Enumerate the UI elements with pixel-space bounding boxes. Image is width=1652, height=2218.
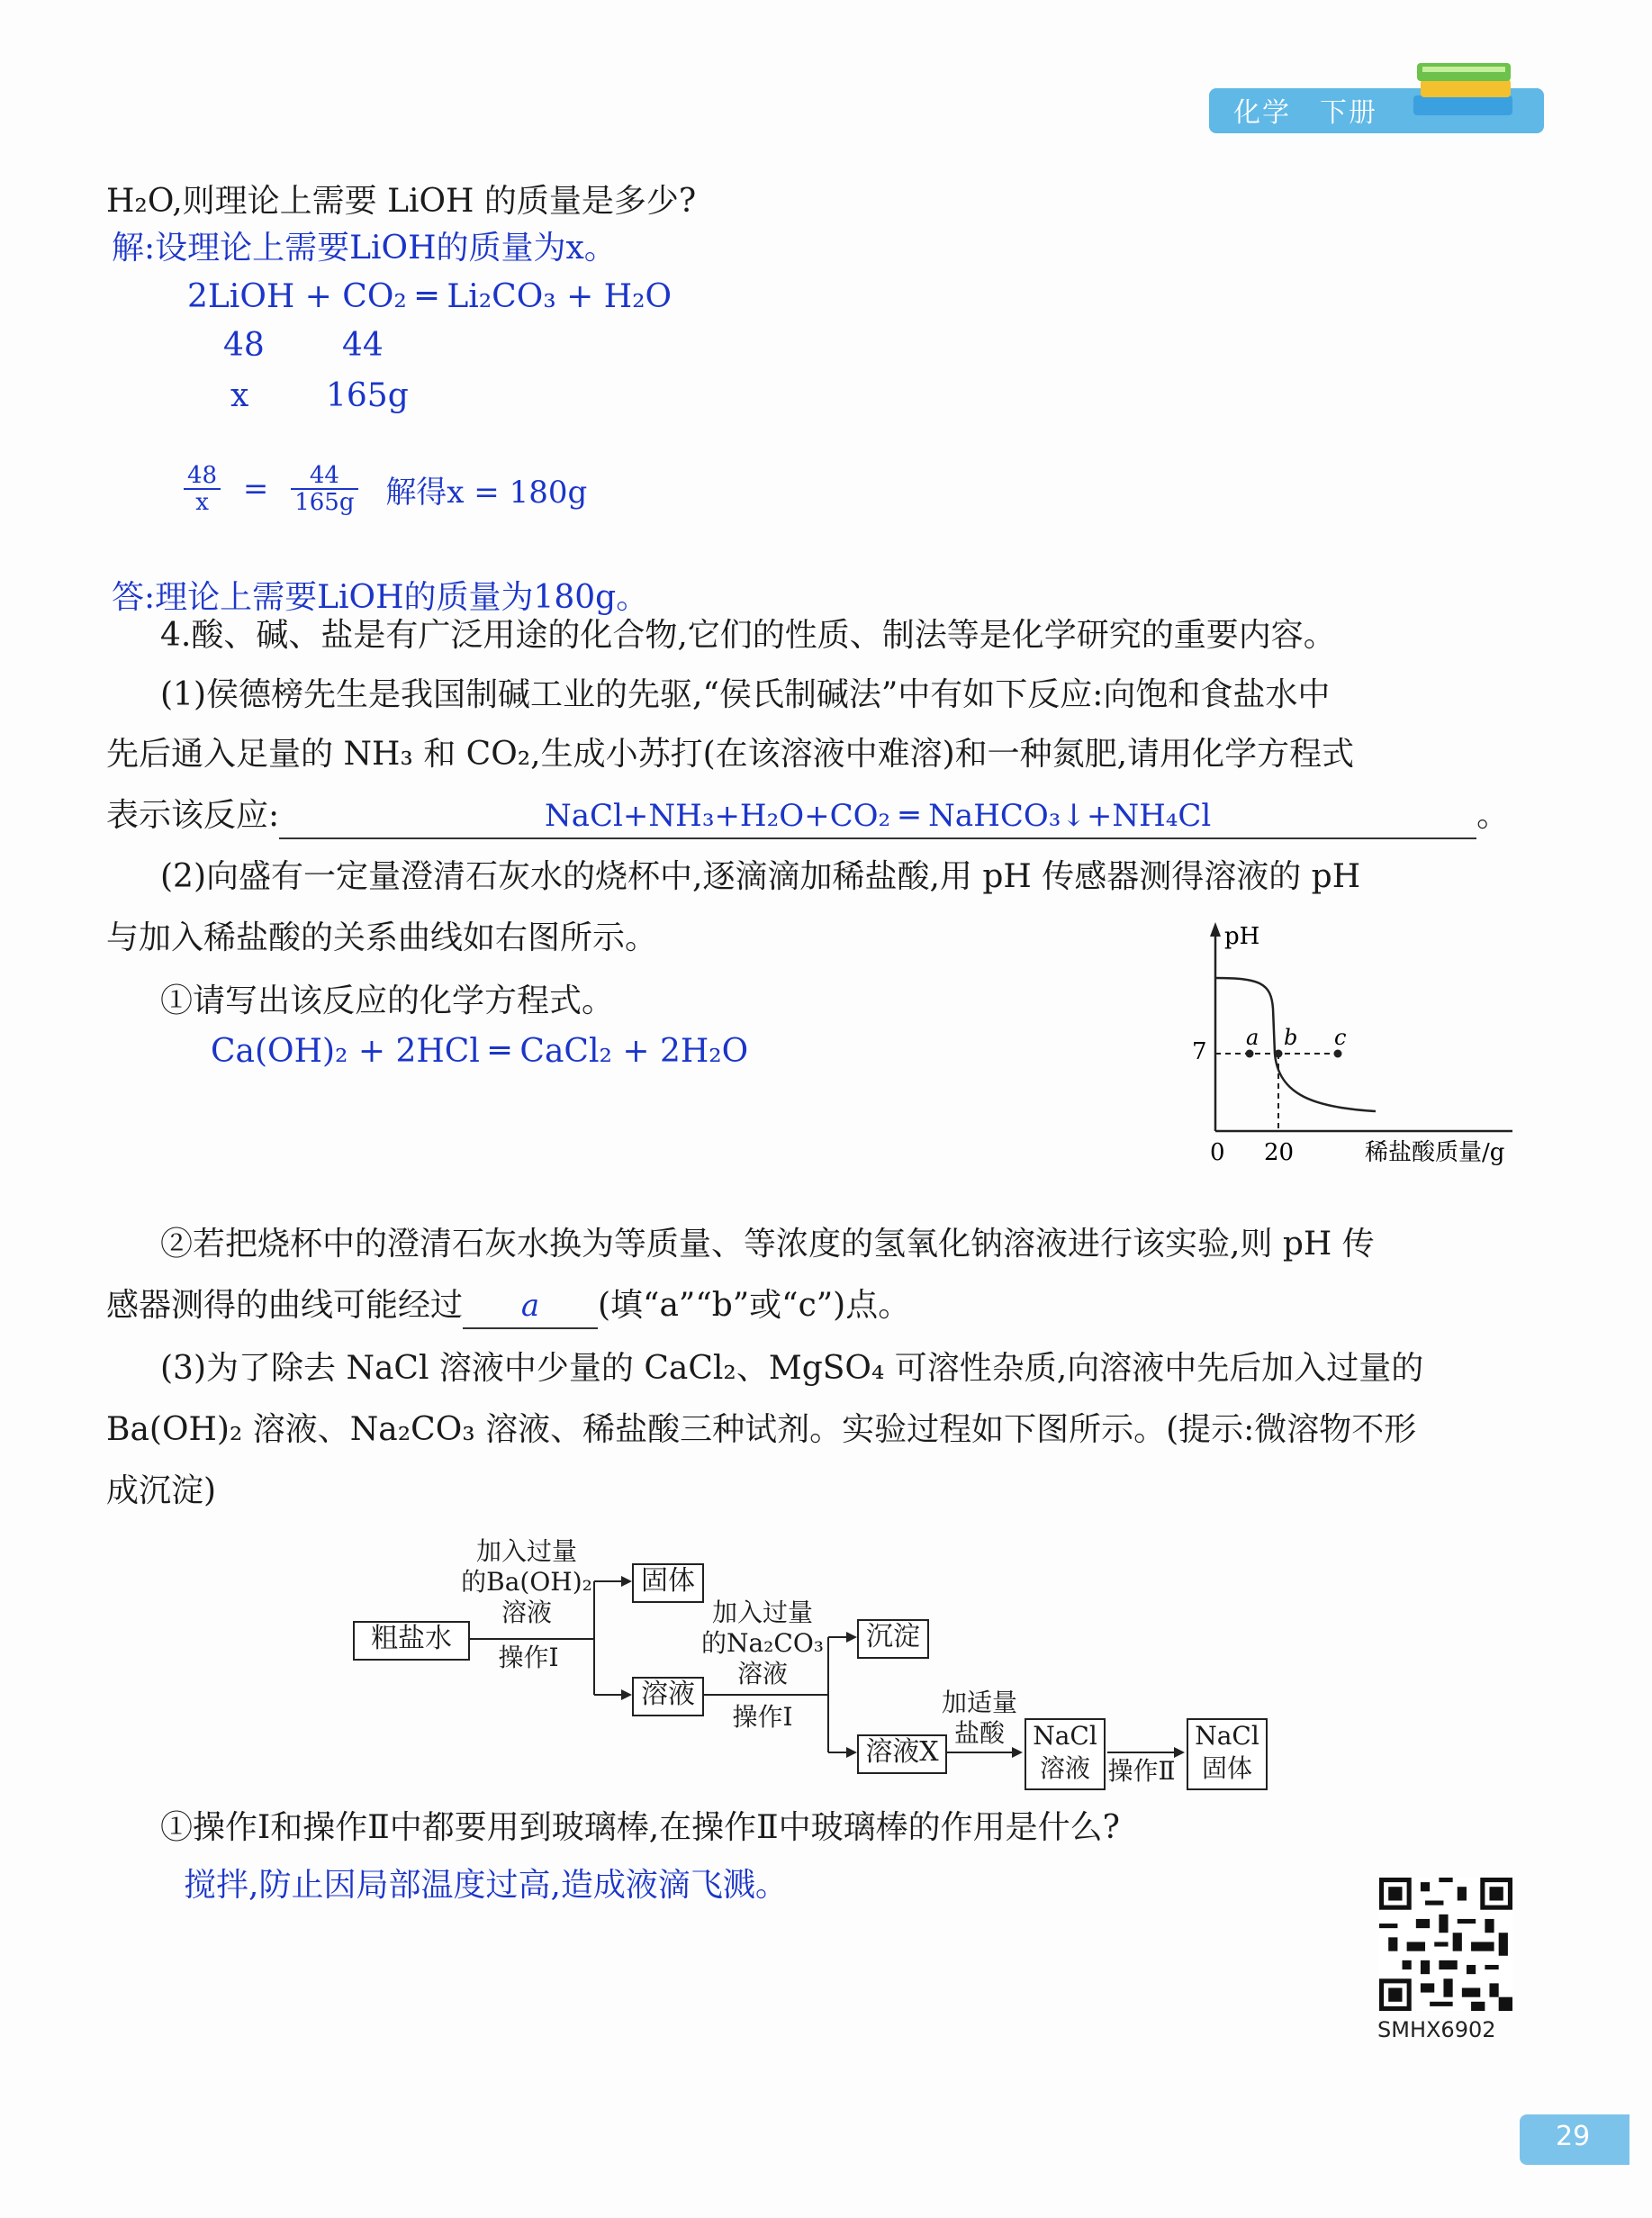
q4-intro: 4.酸、碱、盐是有广泛用途的化合物,它们的性质、制法等是化学研究的重要内容。	[160, 617, 1336, 654]
solution-answer: 答:理论上需要LiOH的质量为180g。	[112, 579, 649, 616]
result-text: 解得x = 180g	[385, 474, 588, 511]
ph-chart	[1188, 919, 1530, 1171]
x-tick-0: 0	[1210, 1139, 1225, 1166]
box-solution: 溶液	[632, 1677, 704, 1716]
box-crude-brine: 粗盐水	[353, 1621, 470, 1661]
qr-code-icon	[1379, 1878, 1512, 2011]
answer-blank-2: a	[463, 1284, 598, 1329]
q4-p3-line2: Ba(OH)₂ 溶液、Na₂CO₃ 溶液、稀盐酸三种试剂。实验过程如下图所示。(提示:微溶物不形	[106, 1411, 1417, 1448]
label-a: a	[1246, 1025, 1259, 1050]
fraction-48-x: $\frac{48}{x}$	[184, 463, 221, 515]
q4-p1-line2: 先后通入足量的 NH₃ 和 CO₂,生成小苏打(在该溶液中难溶)和一种氮肥,请用化学方程式	[106, 736, 1355, 773]
q4-p2-answer1: Ca(OH)₂ + 2HCl ═ CaCl₂ + 2H₂O	[211, 1033, 749, 1070]
op1b-label: 操作Ⅰ	[732, 1702, 793, 1732]
mass-x: x	[230, 377, 249, 414]
x-axis-label: 稀盐酸质量/g	[1365, 1139, 1505, 1166]
equals-sign: =	[242, 471, 269, 507]
box-solid: 固体	[632, 1563, 704, 1603]
q4-p3-line1: (3)为了除去 NaCl 溶液中少量的 CaCl₂、MgSO₄ 可溶性杂质,向溶液中先后加入过量的	[160, 1350, 1424, 1387]
q4-p2-q2-line1: ②若把烧杯中的澄清石灰水换为等质量、等浓度的氢氧化钠溶液进行该实验,则 pH 传	[160, 1226, 1375, 1263]
solution-setup: 解:设理论上需要LiOH的质量为x。	[112, 230, 617, 267]
qr-code-caption: SMHX6902	[1377, 2017, 1496, 2042]
y-tick-7: 7	[1192, 1038, 1207, 1065]
box-nacl-solid: NaCl 固体	[1187, 1718, 1268, 1790]
answer-blank-1: NaCl+NH₃+H₂O+CO₂ ═ NaHCO₃↓+NH₄Cl	[279, 794, 1476, 839]
page-number: 29	[1556, 2121, 1591, 2152]
point-a	[1246, 1050, 1254, 1058]
step1-label: 加入过量 的Ba(OH)₂ 溶液	[461, 1536, 592, 1627]
box-nacl-solution: NaCl 溶液	[1025, 1718, 1106, 1790]
books-icon	[1404, 52, 1521, 124]
op2-label: 操作Ⅱ	[1107, 1756, 1176, 1786]
proportion-row	[184, 463, 587, 515]
step3-label: 加适量 盐酸	[941, 1688, 1017, 1748]
box-precipitate: 沉淀	[857, 1619, 929, 1659]
header-label: 化学 下册	[1233, 97, 1377, 129]
label-b: b	[1284, 1025, 1298, 1050]
q4-p3-answer1: 搅拌,防止因局部温度过高,造成液滴飞溅。	[184, 1867, 788, 1904]
point-b	[1275, 1050, 1283, 1058]
q4-p2-line2: 与加入稀盐酸的关系曲线如右图所示。	[106, 919, 658, 956]
op1-label: 操作Ⅰ	[498, 1643, 559, 1672]
mass-48: 48	[223, 327, 265, 364]
x-tick-20: 20	[1264, 1139, 1295, 1166]
q4-p2-q2-line2: 感器测得的曲线可能经过 a (填“a”“b”或“c”)点。	[106, 1284, 910, 1329]
fraction-44-165g: $\frac{44}{165g}$	[291, 463, 357, 515]
point-c	[1334, 1050, 1342, 1058]
step2-label: 加入过量 的Na₂CO₃ 溶液	[700, 1598, 825, 1688]
q4-p3-line3: 成沉淀)	[106, 1472, 217, 1509]
q4-p3-q1: ①操作Ⅰ和操作Ⅱ中都要用到玻璃棒,在操作Ⅱ中玻璃棒的作用是什么?	[160, 1809, 1120, 1846]
q4-p2-line1: (2)向盛有一定量澄清石灰水的烧杯中,逐滴滴加稀盐酸,用 pH 传感器测得溶液的 pH	[160, 858, 1361, 895]
label-c: c	[1334, 1025, 1347, 1050]
mass-44: 44	[342, 327, 384, 364]
q4-p1-line3: 表示该反应: NaCl+NH₃+H₂O+CO₂ ═ NaHCO₃↓+NH₄Cl 。	[106, 794, 1509, 839]
question-lead: H₂O,则理论上需要 LiOH 的质量是多少?	[106, 183, 697, 220]
y-axis-label: pH	[1224, 923, 1260, 950]
q4-p2-q1: ①请写出该反应的化学方程式。	[160, 982, 615, 1019]
box-solution-x: 溶液X	[857, 1734, 947, 1774]
q4-p1-line1: (1)侯德榜先生是我国制碱工业的先驱,“侯氏制碱法”中有如下反应:向饱和食盐水中	[160, 676, 1331, 713]
solution-equation: 2LiOH + CO₂ ═ Li₂CO₃ + H₂O	[187, 278, 673, 315]
mass-165g: 165g	[326, 377, 409, 414]
